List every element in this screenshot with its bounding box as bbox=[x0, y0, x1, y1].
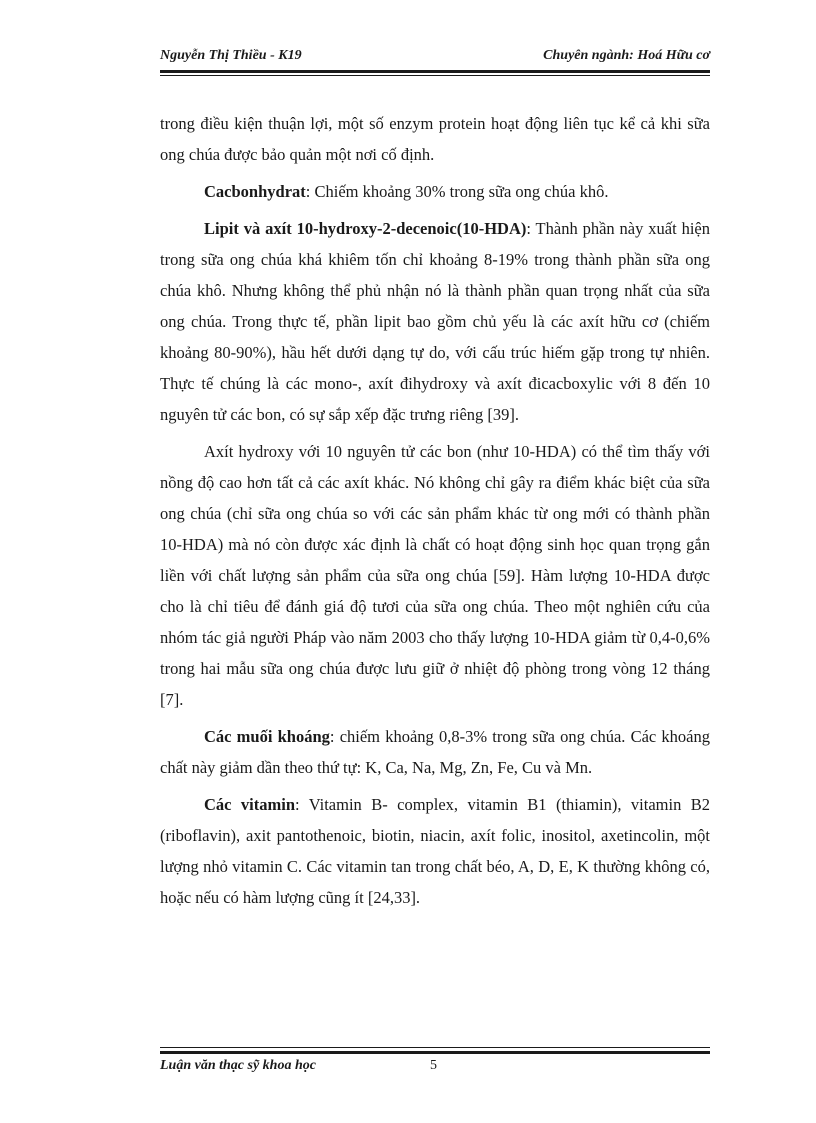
paragraph-lead: Các vitamin bbox=[204, 795, 295, 814]
paragraph-text: Axít hydroxy với 10 nguyên tử các bon (như 10-HDA) có thể tìm thấy với nồng độ cao hơn tất cả các axít khác. Nó không chỉ gây ra điểm khác biệt của sữa ong chúa (chỉ sữa ong chúa so với các sản phẩm khác từ ong mới có thành phần 10-HDA) mà nó còn được xác định là chất có hoạt động sinh học quan trọng gắn liền với chất lượng sản phẩm của sữa ong chúa [59]. Hàm lượng 10-HDA được cho là chỉ tiêu để đánh giá độ tươi của sữa ong chúa. Theo một nghiên cứu của nhóm tác giả người Pháp vào năm 2003 cho thấy lượng 10-HDA giảm từ 0,4-0,6% trong hai mẫu sữa ong chúa được lưu giữ ở nhiệt độ phòng trong vòng 12 tháng [7]. bbox=[160, 442, 710, 709]
page-header bbox=[160, 48, 710, 68]
paragraph-lead: Lipit và axít 10-hydroxy-2-decenoic(10-HDA) bbox=[204, 219, 527, 238]
document-body bbox=[160, 108, 710, 919]
footer-rule-thick bbox=[160, 1051, 710, 1054]
paragraph-lead: Các muối khoáng bbox=[204, 727, 330, 746]
paragraph-lipid bbox=[160, 213, 710, 430]
paragraph-minerals bbox=[160, 721, 710, 783]
paragraph-lead: Cacbonhydrat bbox=[204, 182, 306, 201]
paragraph-hydroxy-acid bbox=[160, 436, 710, 715]
paragraph-text: : Thành phần này xuất hiện trong sữa ong chúa khá khiêm tốn chỉ khoảng 8-19% trong thành phần sữa ong chúa khô. Nhưng không thể phủ nhận nó là thành phần quan trọng nhất của sữa ong chúa. Trong thực tế, phần lipit bao gồm chủ yếu là các axít hữu cơ (chiếm khoảng 80-90%), hầu hết dưới dạng tự do, với cấu trúc hiếm gặp trong tự nhiên. Thực tế chúng là các mono-, axít đihydroxy và axít đicacboxylic với 8 đến 10 nguyên tử các bon, có sự sắp xếp đặc trưng riêng [39]. bbox=[160, 219, 710, 424]
paragraph-carbohydrate bbox=[160, 176, 710, 207]
paragraph-continuation bbox=[160, 108, 710, 170]
page-footer bbox=[160, 1058, 710, 1078]
header-author: Nguyễn Thị Thiều - K19 bbox=[160, 48, 302, 63]
header-rule-thin bbox=[160, 75, 710, 76]
paragraph-vitamins bbox=[160, 789, 710, 913]
paragraph-text: : chiếm khoảng 0,8-3% trong sữa ong chúa. Các khoáng chất này giảm dần theo thứ tự: K, Ca, Na, Mg, Zn, Fe, Cu và Mn. bbox=[160, 727, 710, 777]
header-rule-thick bbox=[160, 70, 710, 73]
paragraph-text: : Chiếm khoảng 30% trong sữa ong chúa khô. bbox=[305, 182, 609, 201]
page-number: 5 bbox=[430, 1058, 437, 1073]
header-specialty: Chuyên ngành: Hoá Hữu cơ bbox=[543, 48, 710, 63]
paragraph-text: : Vitamin B- complex, vitamin B1 (thiamin), vitamin B2 (riboflavin), axit pantothenoic, biotin, niacin, axít folic, inositol, axetincolin, một lượng nhỏ vitamin C. Các vitamin tan trong chất béo, A, D, E, K thường không có, hoặc nếu có hàm lượng cũng ít [24,33]. bbox=[160, 795, 711, 907]
footer-thesis-label: Luận văn thạc sỹ khoa học bbox=[160, 1058, 316, 1073]
footer-rule-thin bbox=[160, 1047, 710, 1048]
paragraph-text: trong điều kiện thuận lợi, một số enzym protein hoạt động liên tục kể cả khi sữa ong chúa được bảo quản một nơi cố định. bbox=[160, 114, 710, 164]
